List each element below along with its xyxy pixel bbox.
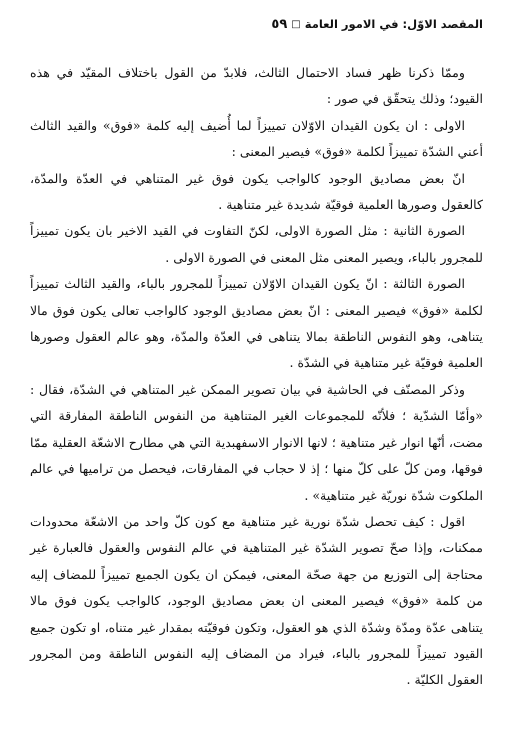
section-title: المقصد الاوّل: في الامور العامة <box>304 17 483 31</box>
paragraph-7: اقول : كيف تحصل شدّة نورية غير متناهية مع كون كلّ واحد من الاشعّة محدودات ممكنات، وإذا صحّ تصوير الشدّة غير المتناهية في عالم النفوس والعقول فالعبارة غير محتاجة إلى التوزيع من جهة صحّة المعنى، فيمكن ان يكون الجميع تمييزاً للمضاف إليه من كلمة «فوق» فيصير المعنى ان بعض مصاديق الوجود، كالواجب يكون فوق مالا يتناهى عدّة ومدّة وشدّة الذي هو العقول، وتكون فوقيّته بمقدار غير متناه، او تكون جميع القيود تمييزاً للمجرور بالباء، فيراد من المضاف إليه النفوس الناطقة ومن المجرور العقول الكليّة . <box>30 513 483 688</box>
body-text <box>30 60 483 694</box>
paragraph-3: انّ بعض مصاديق الوجود كالواجب يكون فوق غير المتناهي في العدّة والمدّة، كالعقول وصورها العلمية فوقيّة شديدة غير متناهية . <box>30 170 483 213</box>
page-number: ٥٩ <box>271 16 288 32</box>
separator-box-icon: □ <box>291 18 301 30</box>
running-header <box>30 14 483 34</box>
paragraph-2: الاولى : ان يكون القيدان الاوّلان تمييزاً لما أُضيف إليه كلمة «فوق» والقيد الثالث أعني الشدّة تمييزاً لكلمة «فوق» فيصير المعنى : <box>30 117 483 160</box>
paragraph-4: الصورة الثانية : مثل الصورة الاولى، لكنّ التفاوت في القيد الاخير بان يكون تمييزاً للمجرور بالباء، ويصير المعنى مثل المعنى في الصورة الاولى . <box>30 223 483 265</box>
paragraph-1: وممّا ذكرنا ظهر فساد الاحتمال الثالث، فلابدّ من القول باختلاف المقيّد في هذه القيود؛ وذلك يتحقّق في صور : <box>30 65 483 107</box>
paragraph-6: وذكر المصنّف في الحاشية في بيان تصوير الممكن غير المتناهي في الشدّة، فقال : «وأمّا الشدّية ؛ فلأنّه للمجموعات الغير المتناهية من النفوس الناطقة المفارقة التي مضت، أنّها انوار غير متناهية ؛ لانها الانوار الاسفهبدية التي هي مطارح الاشعّة العقلية ممّا فوقها، ومن كلّ على كلّ منها ؛ إذ لا حجاب في المفارقات، فيحصل من تراميها في عالم الملكوت شدّة نوريّة غير متناهية» . <box>30 381 483 503</box>
paragraph-5: الصورة الثالثة : انّ يكون القيدان الاوّلان تمييزاً للمجرور بالباء، والقيد الثالث تمييزاً لكلمة «فوق» فيصير المعنى : انّ بعض مصاديق الوجود كالواجب تعالى يكون فوق مالا يتناهى، وهو النفوس الناطقة بمالا يتناهى في العدّة والمدّة، وهو عالم العقول وصورها العلمية فوقيّة غير متناهية في الشدّة . <box>30 276 483 371</box>
